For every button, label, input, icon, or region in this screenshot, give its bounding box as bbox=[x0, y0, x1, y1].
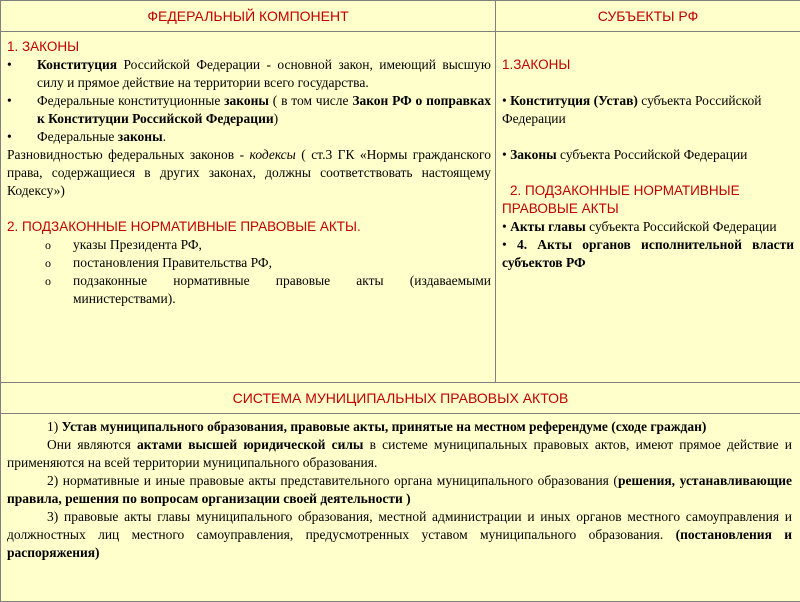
list-item: o подзаконные нормативные правовые акты (издаваемыми министерствами). bbox=[7, 272, 491, 308]
header-subjects: СУБЪЕКТЫ РФ bbox=[496, 1, 800, 32]
federal-bylaws-title: 2. ПОДЗАКОННЫЕ НОРМАТИВНЫЕ ПРАВОВЫЕ АКТЫ. bbox=[7, 218, 491, 236]
subjects-exec-acts: • 4. Акты органов исполнительной власти субъектов РФ bbox=[502, 236, 794, 272]
subjects-constitution: • Конституция (Устав) субъекта Российской Федерации bbox=[502, 92, 794, 128]
federal-laws-list bbox=[7, 56, 491, 146]
subjects-bylaws-title: 2. ПОДЗАКОННЫЕ НОРМАТИВНЫЕ ПРАВОВЫЕ АКТЫ bbox=[502, 182, 794, 218]
header-federal: ФЕДЕРАЛЬНЫЙ КОМПОНЕНТ bbox=[1, 1, 496, 32]
subjects-laws-title: 1.ЗАКОНЫ bbox=[502, 56, 794, 74]
subjects-cell bbox=[496, 32, 800, 383]
federal-bylaws-list bbox=[7, 236, 491, 308]
federal-laws-title: 1. ЗАКОНЫ bbox=[7, 38, 491, 56]
municipal-cell bbox=[1, 414, 800, 602]
list-item: • Федеральные законы. bbox=[7, 128, 491, 146]
list-item: • Конституция Российской Федерации - основной закон, имеющий высшую силу и прямое действие на территории всего государства. bbox=[7, 56, 491, 92]
municipal-item-2: 2) нормативные и иные правовые акты представительного органа муниципального образования (решения, устанавливающие правила, решения по вопросам организации своей деятельности ) bbox=[7, 472, 792, 508]
list-item: o постановления Правительства РФ, bbox=[7, 254, 491, 272]
codes-paragraph: Разновидностью федеральных законов - кодексы ( ст.3 ГК «Нормы гражданского права, содержащиеся в других законах, должны соответствовать настоящему Кодексу») bbox=[7, 146, 491, 200]
municipal-item-1: 1) Устав муниципального образования, правовые акты, принятые на местном референдуме (сходе граждан) bbox=[7, 418, 792, 436]
list-item: o указы Президента РФ, bbox=[7, 236, 491, 254]
federal-cell bbox=[1, 32, 496, 383]
municipal-title: СИСТЕМА МУНИЦИПАЛЬНЫХ ПРАВОВЫХ АКТОВ bbox=[1, 383, 800, 414]
subjects-head-acts: • Акты главы субъекта Российской Федерации bbox=[502, 218, 794, 236]
subjects-laws: • Законы субъекта Российской Федерации bbox=[502, 146, 794, 164]
municipal-item-3: 3) правовые акты главы муниципального образования, местной администрации и иных органов местного самоуправления и должностных лиц местного самоуправления, предусмотренных уставом муниципального образования. (постановления и распоряжения) bbox=[7, 508, 792, 562]
list-item: • Федеральные конституционные законы ( в том числе Закон РФ о поправках к Конституции Российской Федерации) bbox=[7, 92, 491, 128]
municipal-item-1-note: Они являются актами высшей юридической силы в системе муниципальных правовых актов, имеют прямое действие и применяются на всей территории муниципального образования. bbox=[7, 436, 792, 472]
